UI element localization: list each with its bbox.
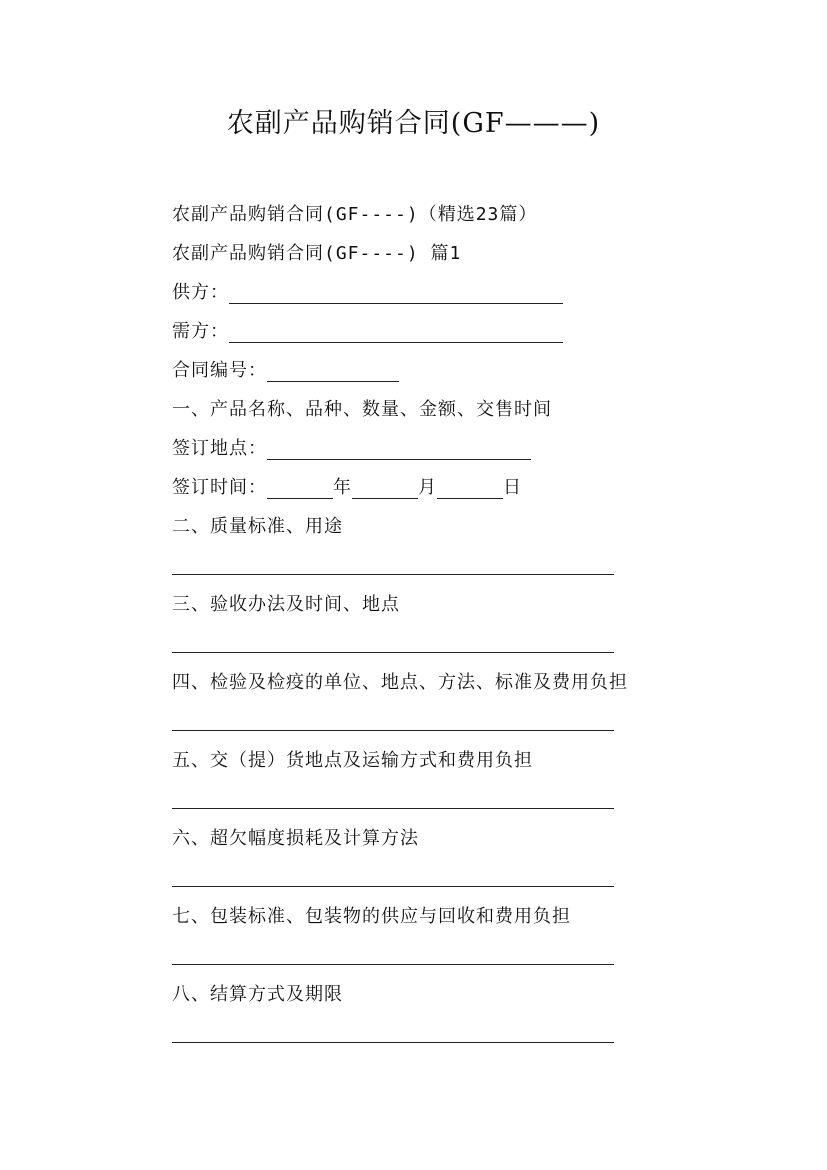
contract-no-line — [172, 351, 732, 390]
item-4-heading: 四、检验及检疫的单位、地点、方法、标准及费用负担 — [172, 672, 628, 693]
document-subtitle: 农副产品购销合同(GF----)（精选23篇） — [172, 204, 538, 225]
item-7-heading: 七、包装标准、包装物的供应与回收和费用负担 — [172, 906, 571, 927]
contract-no-blank[interactable] — [267, 357, 399, 382]
supplier-blank[interactable] — [229, 279, 563, 304]
item-1-heading: 一、产品名称、品种、数量、金额、交售时间 — [172, 399, 552, 420]
item-2-blank-line[interactable] — [172, 546, 732, 585]
sign-place-line — [172, 429, 732, 468]
year-label: 年 — [333, 477, 352, 498]
item-4-blank-line[interactable] — [172, 702, 732, 741]
item-3-blank-line[interactable] — [172, 624, 732, 663]
item-8-blank-line[interactable] — [172, 1014, 732, 1053]
month-blank[interactable] — [352, 474, 418, 499]
supplier-label: 供方： — [172, 282, 229, 303]
item-6-blank-line[interactable] — [172, 858, 732, 897]
buyer-label: 需方： — [172, 321, 229, 342]
day-label: 日 — [503, 477, 522, 498]
sign-place-blank[interactable] — [267, 435, 531, 460]
sign-place-label: 签订地点： — [172, 438, 267, 459]
buyer-line — [172, 312, 732, 351]
item-6-heading: 六、超欠幅度损耗及计算方法 — [172, 828, 419, 849]
item-2-heading: 二、质量标准、用途 — [172, 516, 343, 537]
item-5-blank-line[interactable] — [172, 780, 732, 819]
section-heading: 农副产品购销合同(GF----) 篇1 — [172, 243, 462, 264]
buyer-blank[interactable] — [229, 318, 563, 343]
year-blank[interactable] — [267, 474, 333, 499]
day-blank[interactable] — [437, 474, 503, 499]
page-title: 农副产品购销合同(GF———) — [226, 108, 601, 139]
contract-no-label: 合同编号： — [172, 360, 267, 381]
supplier-line — [172, 273, 732, 312]
item-7-blank-line[interactable] — [172, 936, 732, 975]
sign-time-line — [172, 468, 732, 507]
item-3-heading: 三、验收办法及时间、地点 — [172, 594, 400, 615]
item-8-heading: 八、结算方式及期限 — [172, 984, 343, 1005]
sign-time-label: 签订时间： — [172, 477, 267, 498]
document-body — [172, 195, 732, 1053]
month-label: 月 — [418, 477, 437, 498]
item-5-heading: 五、交（提）货地点及运输方式和费用负担 — [172, 750, 533, 771]
